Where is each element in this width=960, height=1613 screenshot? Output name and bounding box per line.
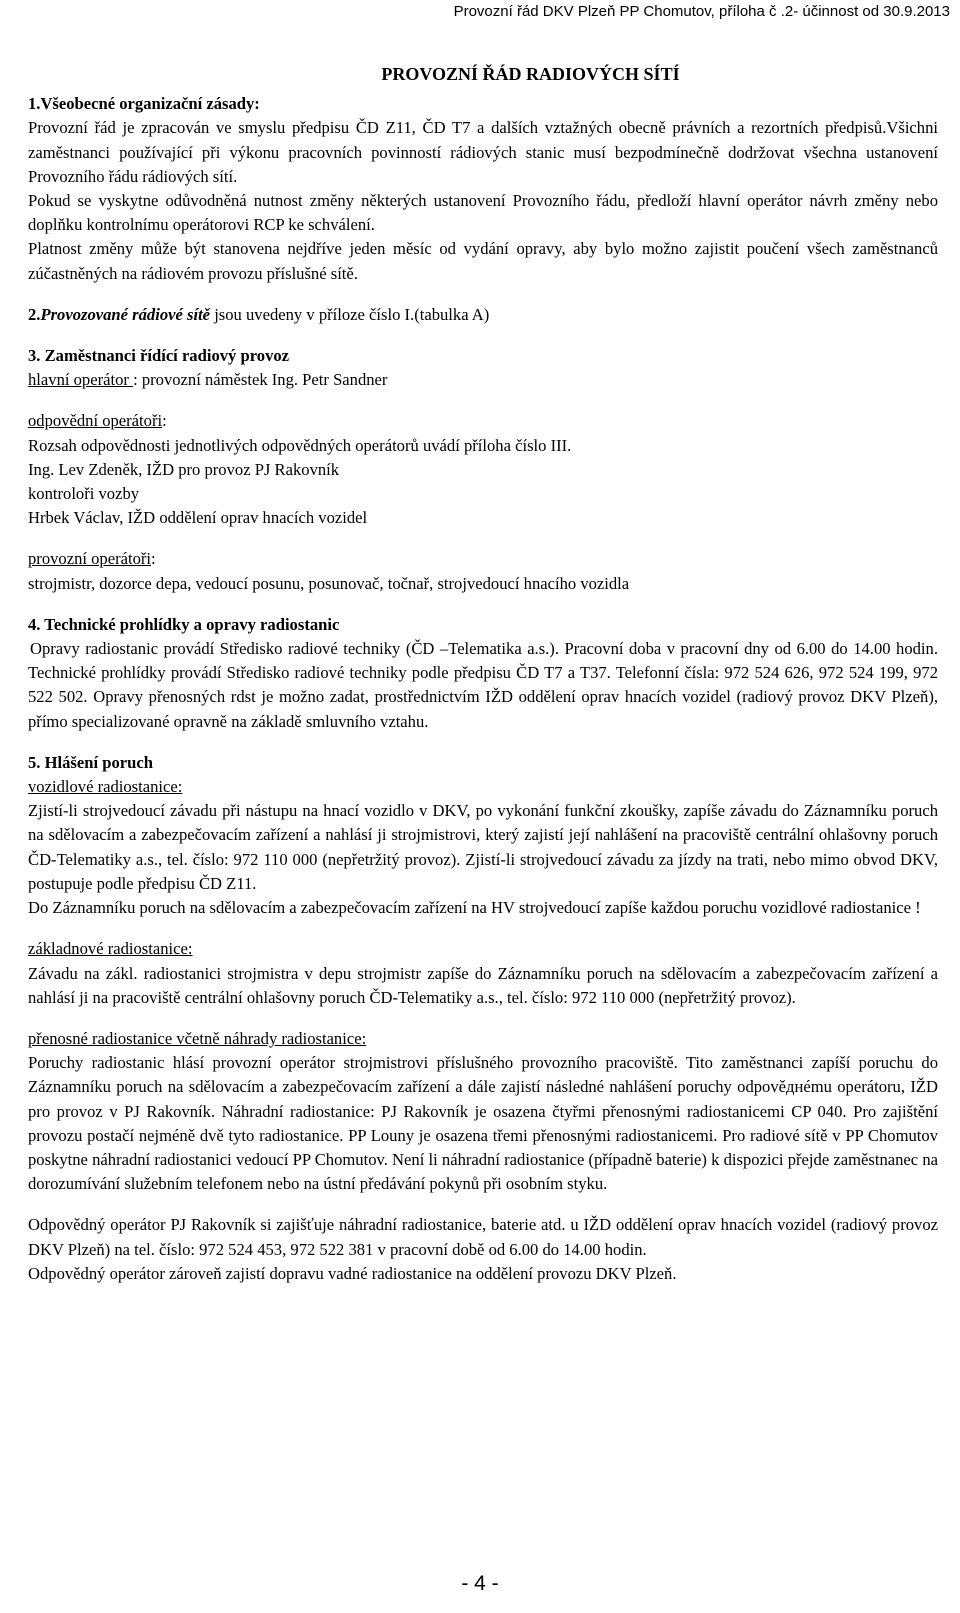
section-3-heading: 3. Zaměstnanci řídící radiový provoz [28,346,290,366]
section-1-heading: 1.Všeobecné organizační zásady: [28,94,260,114]
operating-operators-line: strojmistr, dozorce depa, vedoucí posunu, posunovač, točnař, strojvedoucí hnacího vozidla [28,573,630,593]
responsible-line-2: Ing. Lev Zdeněk, IŽD pro provoz PJ Rakovník [28,459,340,479]
document-title: PROVOZNÍ ŘÁD RADIOVÝCH SÍTÍ [381,64,680,84]
responsible-operators-label-line [28,409,938,433]
responsible-line-1: Rozsah odpovědnosti jednotlivých odpovědných operátorů uvádí příloha číslo III. [28,435,572,455]
operating-operators-label: provozní operátoři [28,549,152,569]
operating-operators-colon: : [151,549,156,569]
operating-operators-label-line [28,547,938,571]
responsible-line-3: kontroloři vozby [28,484,140,504]
running-header: Provozní řád DKV Plzeň PP Chomutov, příloha č .2- účinnost od 30.9.2013 [453,3,950,20]
section-1-paragraph-3: Platnost změny může být stanovena nejdříve jeden měsíc od vydání opravy, aby bylo možno zajistit poučení všech zaměstnanců zúčastněných na rádiovém provozu příslušné sítě. [28,239,938,283]
section-2-rest: jsou uvedeny v příloze číslo I.(tabulka A) [210,304,490,324]
page-number: - 4 - [461,1572,499,1595]
main-operator-label: hlavní operátor [28,370,134,390]
base-radio-label: základnové radiostanice: [28,939,193,959]
section-2-num: 2. [28,304,41,324]
responsible-operators-label: odpovědní operátoři [28,411,163,431]
portable-radio-label: přenosné radiostanice včetně náhrady radiostanice: [28,1028,367,1048]
section-4-paragraph: Opravy radiostanic provádí Středisko radiové techniky (ČD –Telematika a.s.). Pracovní doba v pracovní dny od 6.00 do 14.00 hodin. Technické prohlídky provádí Středisko radiové techniky podle předpisu ČD T7 a T37. Telefonní čísla: 972 524 626, 972 524 199, 972 522 502. Opravy přenosných rdst je možno zadat, prostřednictvím IŽD oddělení oprav hnacích vozidel (radiový provoz DKV Plzeň), přímo specializované opravně na základě smluvního vztahu. [28,639,938,731]
section-1-paragraph-1: Provozní řád je zpracován ve smyslu předpisu ČD Z11, ČD T7 a dalších vztažných obecně právních a rezortních předpisů.Všichni zaměstnanci používající při výkonu pracovních povinností rádiových stanic musí bezpodmínečně dodržovat všechna ustanovení Provozního řádu rádiových sítí. [28,118,938,186]
vehicle-radio-paragraph-1: Zjistí-li strojvedoucí závadu při nástupu na hnací vozidlo v DKV, po vykonání funkční zkoušky, zapíše závadu do Záznamníku poruch na sdělovacím a zabezpečovacím zařízení a nahlásí ji strojmistrovi, který zajistí její nahlášení na pracoviště centrální ohlašovny poruch ČD-Telematiky a.s., tel. číslo: 972 110 000 (nepřetržitý provoz). Zjistí-li strojvedoucí závadu za jízdy na trati, nebo mimo obvod DKV, postupuje podle předpisu ČD Z11. [28,801,938,893]
vehicle-radio-label: vozidlové radiostanice: [28,777,183,797]
responsible-operators-colon: : [162,411,167,431]
main-operator-value: : provozní náměstek Ing. Petr Sandner [133,370,388,390]
section-5-num: 5. [28,752,45,772]
section-5-title: Hlášení poruch [44,752,153,772]
portable-radio-paragraph: Poruchy radiostanic hlásí provozní operátor strojmistrovi příslušného provozního pracoviště. Tito zaměstnanci zapíší poruchu do Záznamníku poruch na sdělovacím a zabezpečovacím zařízení a dále zajistí následné nahlášení poruchy odpověднému operátoru, IŽD pro provoz v PJ Rakovník. Náhradní radiostanice: PJ Rakovník je osazena čtyřmi přenosnými radiostanicemi CP 040. Pro zajištění provozu postačí nejméně dvě tyto radiostanice. PP Louny je osazena třemi přenosnými radiostanicemi. Pro radiové sítě v PP Chomutov poskytne náhradní radiostanici vedoucí PP Chomutov. Není li náhradní radiostanice (případně baterie) k dispozici přejde zaměstnanec na dorozumívání služebním telefonem nebo na ústní předávání pokynů při osobním styku. [28,1053,938,1194]
base-radio-paragraph: Závadu na zákl. radiostanici strojmistra v depu strojmistr zapíše do Záznamníku poruch na sdělovacím a zabezpečovacím zařízení a nahlásí ji na pracoviště centrální ohlašovny poruch ČD-Telematiky a.s., tel. číslo: 972 110 000 (nepřetržitý provoz). [28,963,938,1007]
section-2 [28,303,938,327]
responsible-line-4: Hrbek Václav, IŽD oddělení oprav hnacích vozidel [28,508,368,528]
rakovnik-operator-paragraph: Odpovědný operátor PJ Rakovník si zajišťuje náhradní radiostanice, baterie atd. u IŽD oddělení oprav hnacích vozidel (radiový provoz DKV Plzeň) na tel. číslo: 972 524 453, 972 522 381 v pracovní době od 6.00 do 14.00 hodin. [28,1215,938,1259]
main-operator-line [28,368,938,392]
section-4-heading: 4. Technické prohlídky a opravy radiostanic [28,614,340,634]
vehicle-radio-paragraph-2: Do Záznamníku poruch na sdělovacím a zabezpečovacím zařízení na HV strojvedoucí zapíše každou poruchu vozidlové radiostanice ! [28,898,921,918]
section-2-bold: Provozované rádiové sítě [40,304,211,324]
document-body [28,62,938,1286]
final-paragraph: Odpovědný operátor zároveň zajistí dopravu vadné radiostanice na oddělení provozu DKV Plzeň. [28,1263,677,1283]
section-1-paragraph-2: Pokud se vyskytne odůvodněná nutnost změny některých ustanovení Provozního řádu, předloží hlavní operátor návrh změny nebo doplňku kontrolnímu operátorovi RCP ke schválení. [28,191,938,235]
section-5-heading [28,751,938,775]
